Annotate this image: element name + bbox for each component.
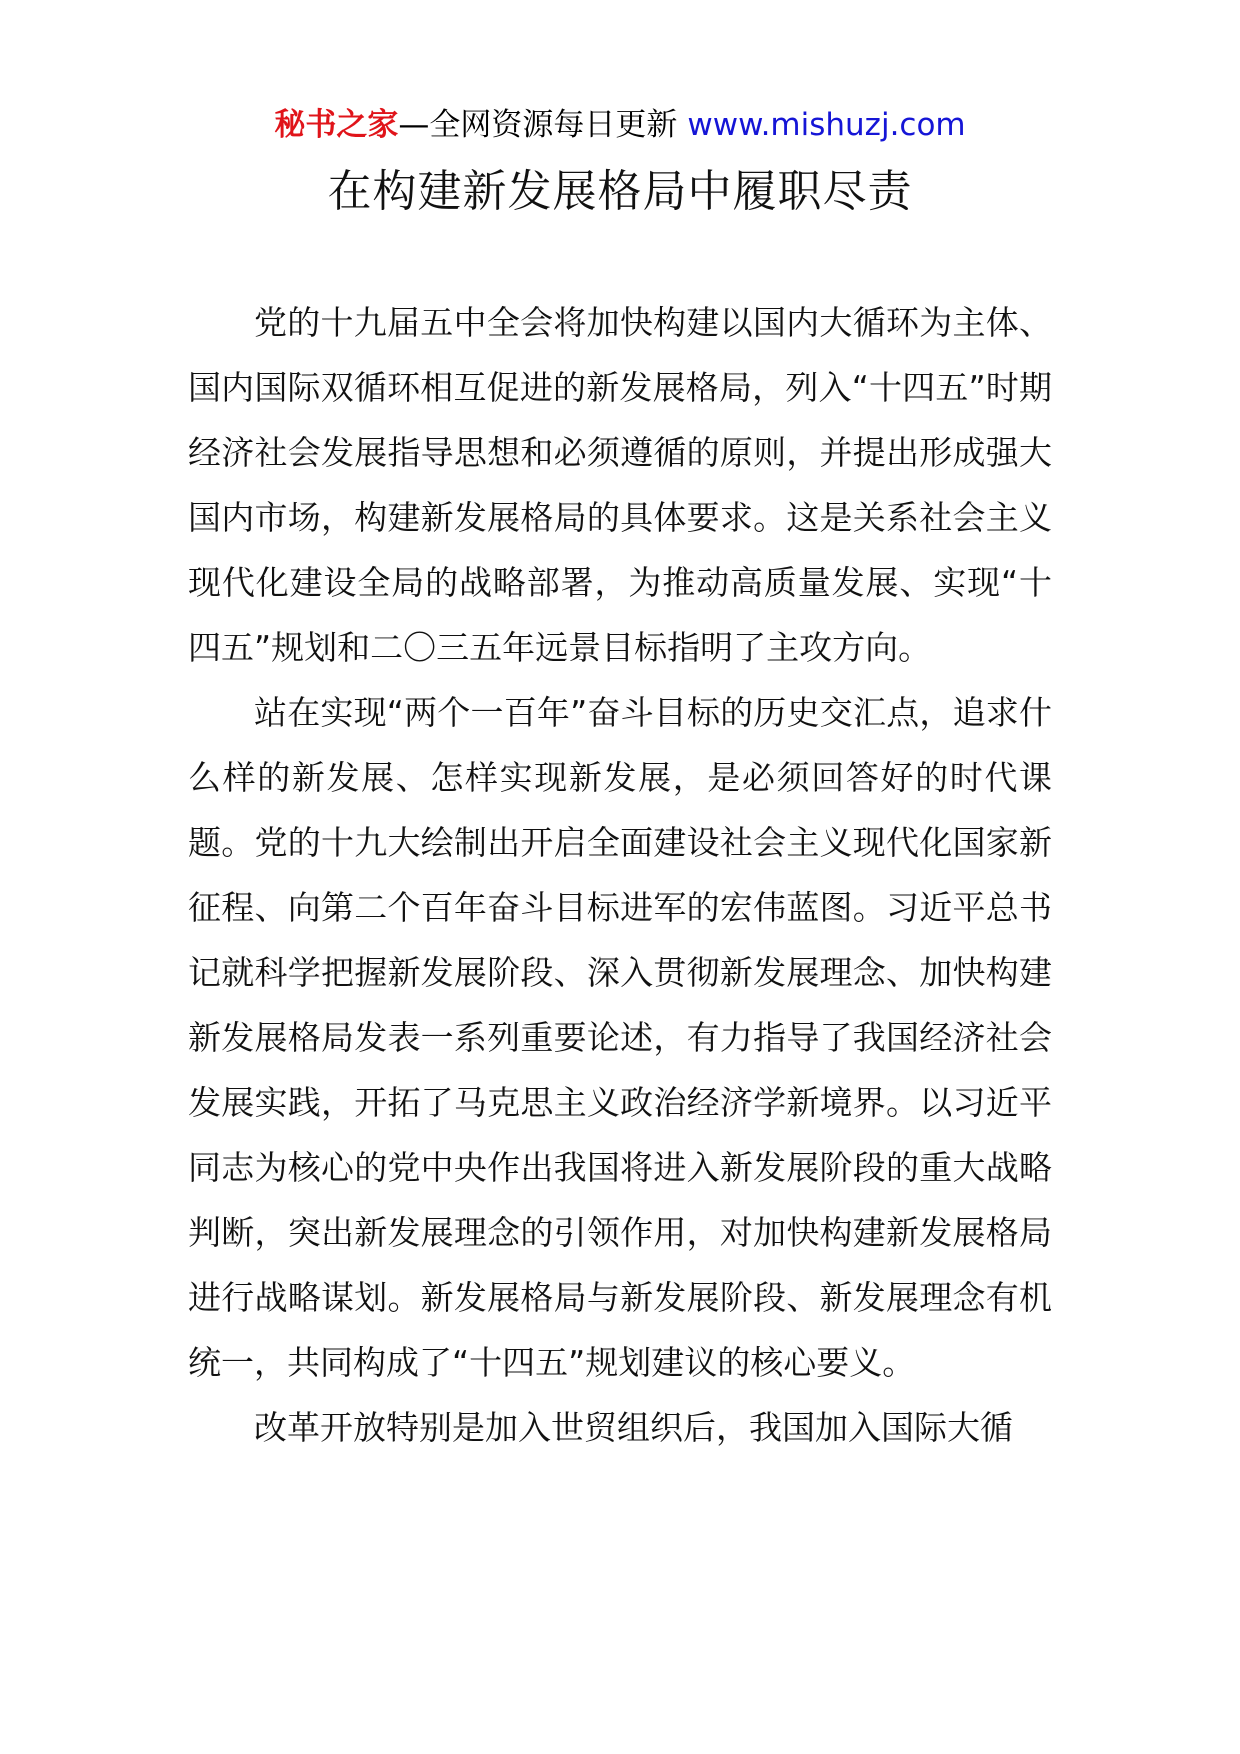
paragraph: 站在实现“两个一百年”奋斗目标的历史交汇点，追求什么样的新发展、怎样实现新发展，是必须回答好的时代课题。党的十九大绘制出开启全面建设社会主义现代化国家新征程、向第二个百年奋斗目标进军的宏伟蓝图。习近平总书记就科学把握新发展阶段、深入贯彻新发展理念、加快构建新发展格局发表一系列重要论述，有力指导了我国经济社会发展实践，开拓了马克思主义政治经济学新境界。以习近平同志为核心的党中央作出我国将进入新发展阶段的重大战略判断，突出新发展理念的引领作用，对加快构建新发展格局进行战略谋划。新发展格局与新发展阶段、新发展理念有机统一，共同构成了“十四五”规划建议的核心要义。 <box>188 693 1052 1382</box>
site-slogan: —全网资源每日更新 <box>398 107 678 143</box>
document-title: 在构建新发展格局中履职尽责 <box>327 166 913 217</box>
document-body <box>188 290 1052 1460</box>
paragraph: 改革开放特别是加入世贸组织后，我国加入国际大循 <box>254 1408 1013 1447</box>
paragraph: 党的十九届五中全会将加快构建以国内大循环为主体、国内国际双循环相互促进的新发展格局，列入“十四五”时期经济社会发展指导思想和必须遵循的原则，并提出形成强大国内市场，构建新发展格局的具体要求。这是关系社会主义现代化建设全局的战略部署，为推动高质量发展、实现“十四五”规划和二〇三五年远景目标指明了主攻方向。 <box>188 303 1052 667</box>
site-url-link[interactable]: www.mishuzj.com <box>687 107 966 143</box>
site-header <box>0 100 1240 150</box>
brand-name: 秘书之家 <box>274 107 399 143</box>
